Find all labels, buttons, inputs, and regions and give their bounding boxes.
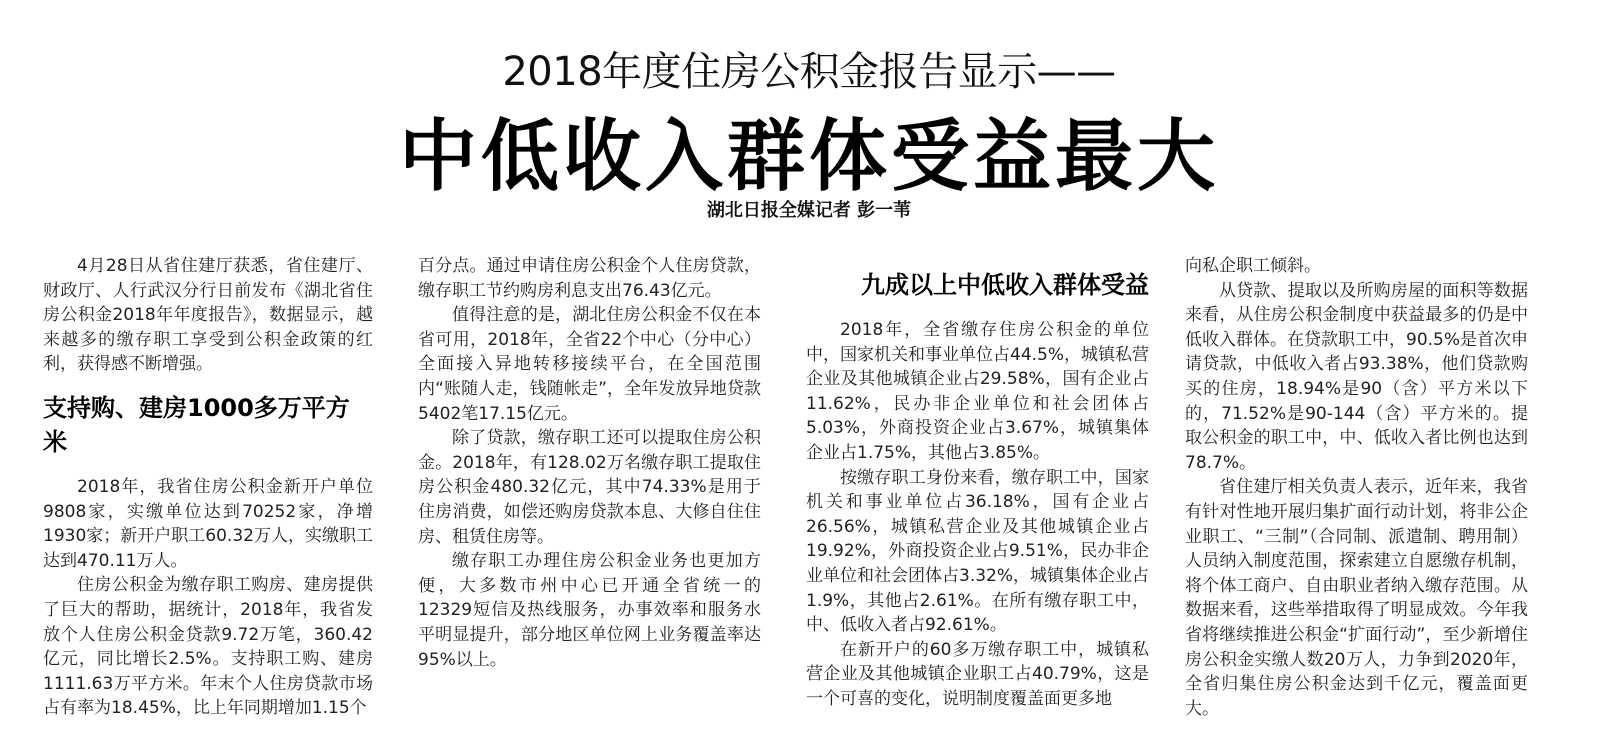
paragraph: 住房公积金为缴存职工购房、建房提供了巨大的帮助，据统计，2018年，我省发放个人住房公积金贷款9.72万笔，360.42亿元，同比增长2.5%。支持职工购、建房1111.63万平方米。年末个人住房贷款市场占有率为18.45%，比上年同期增加1.15个	[43, 575, 373, 719]
paragraph: 百分点。通过申请住房公积金个人住房贷款，缴存职工节约购房利息支出76.43亿元。	[418, 256, 761, 301]
section-heading: 支持购、建房1000多万平方米	[43, 393, 350, 456]
article-column-3	[806, 254, 1149, 712]
paragraph: 缴存职工办理住房公积金业务也更加方便，大多数市州中心已开通全省统一的12329短信及热线服务，办事效率和服务水平明显提升，部分地区单位网上业务覆盖率达95%以上。	[418, 551, 761, 670]
paragraph: 除了贷款，缴存职工还可以提取住房公积金。2018年，有128.02万名缴存职工提取住房公积金480.32亿元，其中74.33%是用于住房消费，如偿还购房贷款本息、大修自住住房、租赁住房等。	[418, 428, 761, 547]
paragraph: 向私企职工倾斜。	[1185, 256, 1321, 276]
article-headline: 中低收入群体受益最大	[398, 111, 1219, 202]
article-column-4	[1185, 254, 1528, 721]
paragraph: 从贷款、提取以及所购房屋的面积等数据来看，从住房公积金制度中获益最多的仍是中低收入群体。在贷款职工中，90.5%是首次申请贷款，中低收入者占93.38%，他们贷款购买的住房，18.94%是90（含）平方米以下的，71.52%是90-144（含）平方米的。提取公积金的职工中，中、低收入者比例也达到78.7%。	[1185, 280, 1529, 473]
article-subtitle: 2018年度住房公积金报告显示——	[502, 49, 1116, 95]
article-byline: 湖北日报全媒记者 彭一苇	[706, 200, 912, 221]
paragraph: 值得注意的是，湖北住房公积金不仅在本省可用，2018年，全省22个中心（分中心）全面接入异地转移接续平台，在全国范围内“账随人走，钱随帐走”，全年发放异地贷款5402笔17.15亿元。	[418, 305, 761, 424]
article-column-2	[418, 254, 761, 672]
paragraph: 4月28日从省住建厅获悉，省住建厅、财政厅、人行武汉分行日前发布《湖北省住房公积金2018年年度报告》，数据显示，越来越多的缴存职工享受到公积金政策的红利，获得感不断增强。	[43, 256, 373, 375]
paragraph: 按缴存职工身份来看，缴存职工中，国家机关和事业单位占36.18%，国有企业占26.56%，城镇私营企业及其他城镇企业占19.92%，外商投资企业占9.51%，民办非企业单位和社会团体占3.32%，城镇集体企业占1.9%，其他占2.61%。在所有缴存职工中，中、低收入者占92.61%。	[806, 467, 1150, 636]
paragraph: 2018年，我省住房公积金新开户单位9808家，实缴单位达到70252家，净增1930家；新开户职工60.32万人，实缴职工达到470.11万人。	[43, 476, 373, 571]
paragraph: 省住建厅相关负责人表示，近年来，我省有针对性地开展归集扩面行动计划，将非公企业职工、“三制”（合同制、派遣制、聘用制）人员纳入制度范围，探索建立自愿缴存机制，将个体工商户、自由职业者纳入缴存范围。从数据来看，这些举措取得了明显成效。今年我省将继续推进公积金“扩面行动”，至少新增住房公积金实缴人数20万人，力争到2020年，全省归集住房公积金达到千亿元，覆盖面更大。	[1185, 477, 1528, 719]
section-heading: 九成以上中低收入群体受益	[861, 271, 1149, 299]
paragraph: 在新开户的60多万缴存职工中，城镇私营企业及其他城镇企业职工占40.79%，这是一个可喜的变化，说明制度覆盖面更多地	[806, 639, 1149, 709]
article-column-1	[43, 254, 373, 721]
paragraph: 2018年，全省缴存住房公积金的单位中，国家机关和事业单位占44.5%，城镇私营企业及其他城镇企业占29.58%，国有企业占11.62%，民办非企业单位和社会团体占5.03%，外商投资企业占3.67%，城镇集体企业占1.75%，其他占3.85%。	[806, 320, 1150, 463]
